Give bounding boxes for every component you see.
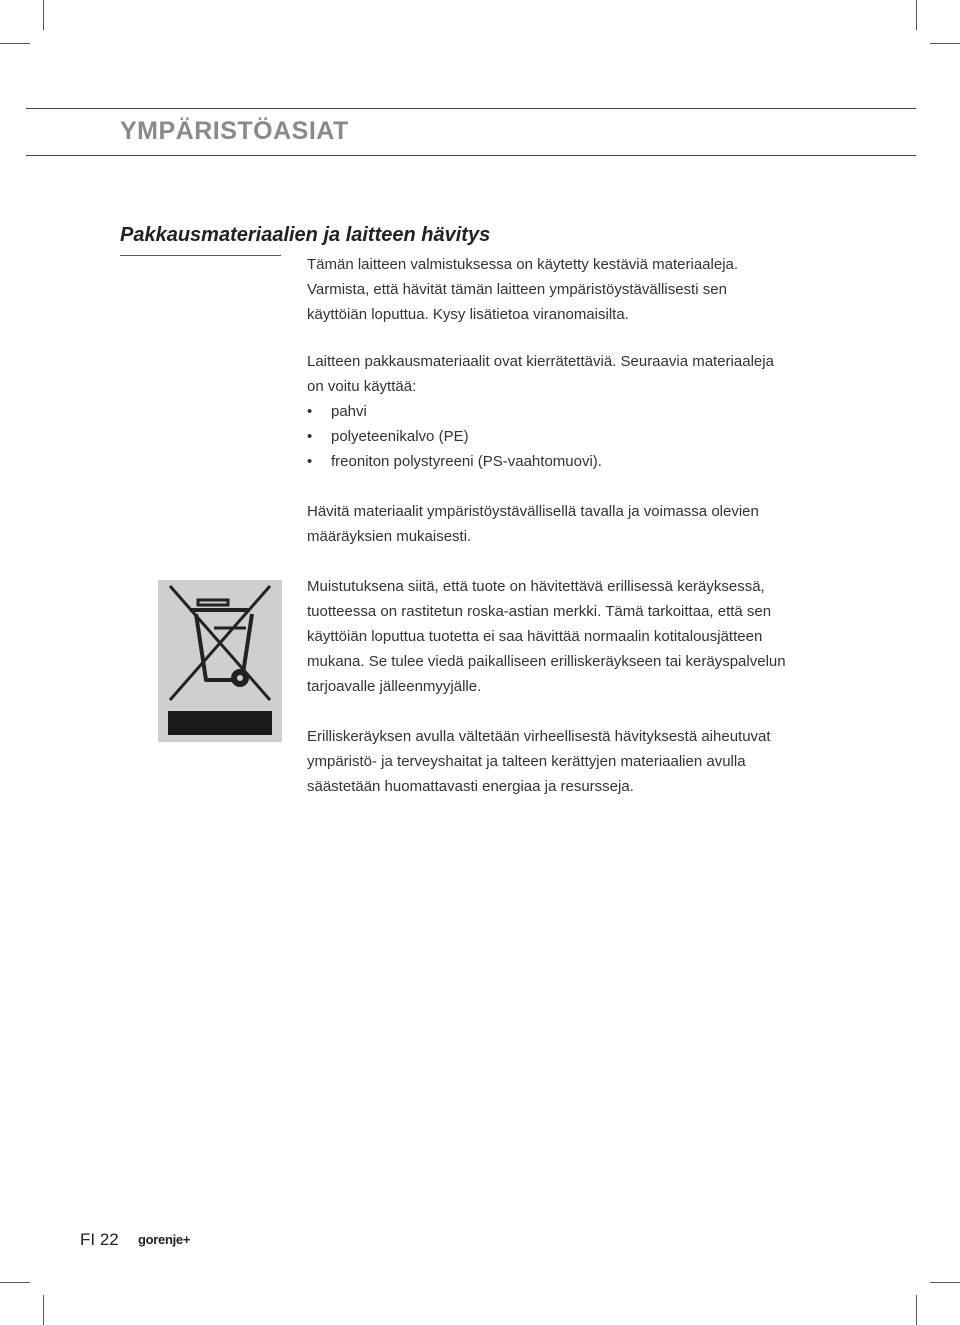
text-line: Tämän laitteen valmistuksessa on käytetty kestäviä materiaaleja. bbox=[307, 256, 739, 273]
paragraph-separate-collection bbox=[307, 574, 867, 699]
text-line: säästetään huomattavasti energiaa ja resursseja. bbox=[307, 778, 634, 795]
crop-mark bbox=[0, 43, 30, 44]
materials-list bbox=[307, 399, 867, 474]
crossed-out-wheelie-bin-icon bbox=[158, 580, 282, 742]
text-line: mukana. Se tulee viedä paikalliseen erilliskeräykseen tai keräyspalvelun bbox=[307, 653, 786, 670]
crop-mark bbox=[916, 0, 917, 30]
text-line: Varmista, että hävität tämän laitteen ympäristöystävällisesti sen bbox=[307, 281, 727, 298]
section-title: Pakkausmateriaalien ja laitteen hävitys bbox=[120, 224, 491, 246]
paragraph-environmental-benefits bbox=[307, 724, 867, 799]
text-line: Laitteen pakkausmateriaalit ovat kierrätettäviä. Seuraavia materiaaleja bbox=[307, 353, 774, 370]
text-line: on voitu käyttää: bbox=[307, 378, 417, 395]
text-line: tuotteessa on rastitetun roska-astian merkki. Tämä tarkoittaa, että sen bbox=[307, 603, 772, 620]
crop-mark bbox=[43, 1295, 44, 1325]
brand-logo: gorenje+ bbox=[138, 1232, 191, 1247]
paragraph-packaging bbox=[307, 349, 867, 474]
text-line: käyttöiän loputtua tuotetta ei saa hävittää normaalin kotitalousjätteen bbox=[307, 628, 763, 645]
list-item: • polyeteenikalvo (PE) bbox=[307, 424, 867, 449]
paragraph-dispose bbox=[307, 499, 867, 549]
section-title-underline bbox=[120, 255, 281, 256]
header-rule-top bbox=[26, 108, 916, 109]
paragraph-durable-materials bbox=[307, 252, 867, 327]
text-line: määräyksien mukaisesti. bbox=[307, 528, 472, 545]
text-line: Muistutuksena siitä, että tuote on hävitettävä erillisessä keräyksessä, bbox=[307, 578, 765, 595]
page-title: YMPÄRISTÖASIAT bbox=[120, 117, 349, 145]
crop-mark bbox=[43, 0, 44, 30]
text-line: Hävitä materiaalit ympäristöystävällisellä tavalla ja voimassa olevien bbox=[307, 503, 759, 520]
crop-mark bbox=[0, 1282, 30, 1283]
list-item: • pahvi bbox=[307, 399, 867, 424]
text-line: ympäristö- ja terveyshaitat ja talteen kerättyjen materiaalien avulla bbox=[307, 753, 746, 770]
crop-mark bbox=[930, 1282, 960, 1283]
text-line: Erilliskeräyksen avulla vältetään virheellisestä hävityksestä aiheutuvat bbox=[307, 728, 771, 745]
text-line: tarjoavalle jälleenmyyjälle. bbox=[307, 678, 482, 695]
list-item: • freoniton polystyreeni (PS-vaahtomuovi). bbox=[307, 449, 867, 474]
page-number: FI 22 bbox=[80, 1230, 119, 1249]
crop-mark bbox=[930, 43, 960, 44]
header-rule-bottom bbox=[26, 155, 916, 156]
crop-mark bbox=[916, 1295, 917, 1325]
text-line: käyttöiän loputtua. Kysy lisätietoa viranomaisilta. bbox=[307, 306, 629, 323]
